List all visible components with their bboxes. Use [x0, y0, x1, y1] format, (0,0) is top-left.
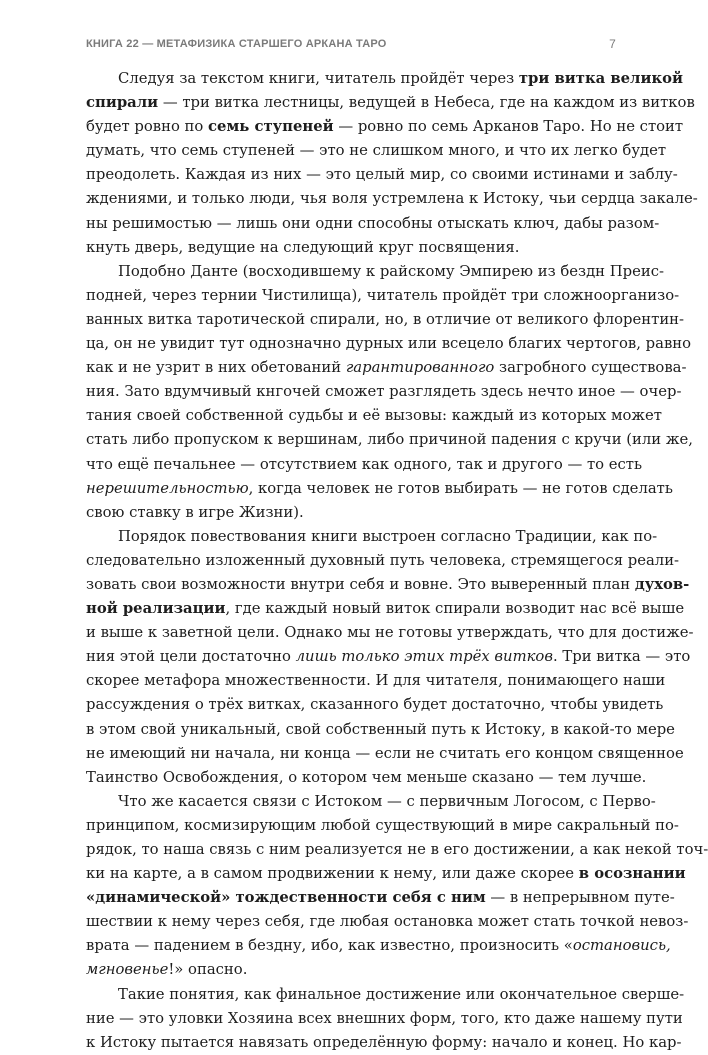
text-run: следовательно изложенный духовный путь человека, стремящегося реали-: [86, 551, 680, 569]
text-line: [86, 790, 656, 814]
text-run: ния. Зато вдумчивый кнгочей сможет разглядеть здесь нечто иное — очер-: [86, 383, 682, 401]
text-run: преодолеть. Каждая из них — это целый мир, со своими истинами и заблу-: [86, 166, 678, 184]
text-line: [86, 645, 691, 669]
text-run: стать либо пропуском к вершинам, либо причиной падения с кручи (или же,: [86, 431, 693, 449]
text-run: Что же касается связи с Истоком — с первичным Логосом, с Перво-: [118, 792, 656, 810]
text-line: [86, 115, 684, 139]
text-line: [86, 404, 662, 428]
text-line: [86, 573, 690, 597]
text-line: [86, 212, 660, 236]
text-run: рассуждения о трёх витках, сказанного будет достаточно, чтобы увидеть: [86, 696, 664, 714]
text-run: к Истоку пытается навязать определённую форму: начало и конец. Но кар-: [86, 1033, 682, 1051]
text-run: в этом свой уникальный, свой собственный путь к Истоку, в какой-то мере: [86, 720, 675, 738]
text-run: подней, через тернии Чистилища), читатель пройдёт три сложноорганизо-: [86, 286, 680, 304]
italic-text: мгновенье: [86, 961, 169, 979]
text-run: рядок, то наша связь с ним реализуется не в его достижении, а как некой точ-: [86, 841, 708, 858]
bold-text: в осознании: [578, 865, 686, 883]
text-line: [86, 187, 698, 211]
text-line: [86, 260, 665, 284]
italic-text: лишь только этих трёх витков: [295, 648, 553, 666]
text-run: принципом, космизирующим любой существующий в мире сакральный по-: [86, 816, 679, 834]
text-line: [86, 934, 671, 958]
paragraph: [86, 525, 694, 790]
text-run: думать, что семь ступеней — это не слишком много, и что их легко будет: [86, 142, 667, 160]
text-line: [86, 766, 647, 790]
bold-text: спирали: [86, 94, 159, 112]
paragraph: [86, 790, 708, 983]
text-run: что ещё печальнее — отсутствием как одного, так и другого — то есть: [86, 455, 643, 473]
text-run: врата — падением в бездну, ибо, как известно, произносить «: [86, 937, 573, 955]
bold-text: «динамической» тождественности себя с ним: [86, 889, 486, 907]
text-line: [86, 597, 685, 621]
paragraph: [86, 983, 685, 1055]
bold-text: духов-: [634, 575, 690, 593]
text-run: Таинство Освобождения, о котором чем меньше сказано — тем лучше.: [86, 768, 647, 786]
text-run: ние — это уловки Хозяина всех внешних форм, того, кто даже нашему пути: [86, 1009, 683, 1027]
text-line: [86, 718, 675, 742]
text-line: [86, 236, 638, 260]
text-line: [86, 453, 643, 477]
text-line: [86, 886, 675, 910]
text-line: [86, 284, 680, 308]
text-run: !» опасно.: [168, 961, 248, 979]
text-line: [86, 501, 638, 525]
italic-text: гарантированного: [345, 359, 495, 377]
text-line: [86, 525, 658, 549]
text-run: ванных витка таротической спирали, но, в отличие от великого флорентин-: [86, 310, 685, 328]
text-run: — в непрерывном путе-: [485, 889, 675, 907]
text-line: [86, 428, 693, 452]
text-run: Подобно Данте (восходившему к райскому Эмпирею из бездн Преис-: [118, 262, 665, 280]
text-line: [86, 1031, 682, 1055]
page-number: 7: [609, 37, 616, 51]
text-run: загробного существова-: [494, 359, 687, 377]
bold-text: три витка великой: [518, 70, 683, 87]
text-line: [86, 693, 664, 717]
paragraph: [86, 67, 698, 260]
text-line: [86, 332, 692, 356]
text-line: [86, 838, 708, 862]
text-line: [86, 477, 673, 501]
text-run: не имеющий ни начала, ни конца — если не считать его концом священное: [86, 744, 684, 762]
text-run: как и не узрит в них обетований: [86, 359, 346, 377]
text-run: Такие понятия, как финальное достижение или окончательное сверше-: [118, 985, 685, 1003]
page-header: [86, 34, 616, 54]
text-run: — ровно по семь Арканов Таро. Но не стоит: [333, 118, 684, 136]
text-run: ждениями, и только люди, чья воля устремлена к Истоку, чьи сердца закале-: [86, 190, 698, 208]
text-run: шествии к нему через себя, где любая остановка может стать точкой невоз-: [86, 913, 689, 931]
text-run: ны решимостью — лишь они одни способны отыскать ключ, дабы разом-: [86, 214, 660, 232]
text-line: [86, 67, 683, 91]
italic-text: остановись,: [572, 937, 671, 955]
text-run: зовать свои возможности внутри себя и вовне. Это выверенный план: [86, 575, 635, 593]
text-run: ца, он не увидит тут однозначно дурных или всецело благих чертогов, равно: [86, 335, 692, 353]
bold-text: семь ступеней: [208, 118, 334, 136]
bold-text: ной реализации: [86, 600, 226, 618]
text-line: [86, 814, 679, 838]
text-run: Следуя за текстом книги, читатель пройдёт через: [118, 70, 519, 87]
text-run: и выше к заветной цели. Однако мы не готовы утверждать, что для достиже-: [86, 624, 694, 642]
running-title: КНИГА 22 — МЕТАФИЗИКА СТАРШЕГО АРКАНА ТАРО: [86, 38, 387, 50]
text-line: [86, 621, 694, 645]
text-line: [86, 139, 667, 163]
text-line: [86, 958, 638, 982]
text-line: [86, 669, 666, 693]
text-line: [86, 1007, 683, 1031]
text-run: тания своей собственной судьбы и её вызовы: каждый из которых может: [86, 407, 662, 425]
text-run: ки на карте, а в самом продвижении к нему, или даже скорее: [86, 865, 579, 883]
text-line: [86, 862, 686, 886]
text-run: скорее метафора множественности. И для читателя, понимающего наши: [86, 672, 666, 690]
text-run: , когда человек не готов выбирать — не готов сделать: [248, 479, 673, 497]
text-run: , где каждый новый виток спирали возводит нас всё выше: [225, 600, 685, 618]
text-run: кнуть дверь, ведущие на следующий круг посвящения.: [86, 238, 520, 256]
paragraph: [86, 260, 693, 525]
text-run: свою ставку в игре Жизни).: [86, 503, 304, 521]
italic-text: нерешительностью: [86, 479, 249, 497]
text-line: [86, 163, 678, 187]
text-run: ния этой цели достаточно: [86, 648, 296, 666]
text-line: [86, 91, 695, 115]
text-run: будет ровно по: [86, 118, 209, 136]
text-run: . Три витка — это: [552, 648, 691, 666]
text-line: [86, 356, 687, 380]
text-line: [86, 308, 685, 332]
text-run: Порядок повествования книги выстроен согласно Традиции, как по-: [118, 527, 658, 545]
body-text: [86, 67, 708, 1055]
text-run: — три витка лестницы, ведущей в Небеса, где на каждом из витков: [158, 94, 695, 112]
text-line: [86, 549, 680, 573]
text-line: [86, 380, 682, 404]
text-line: [86, 742, 684, 766]
text-line: [86, 983, 685, 1007]
text-line: [86, 910, 689, 934]
